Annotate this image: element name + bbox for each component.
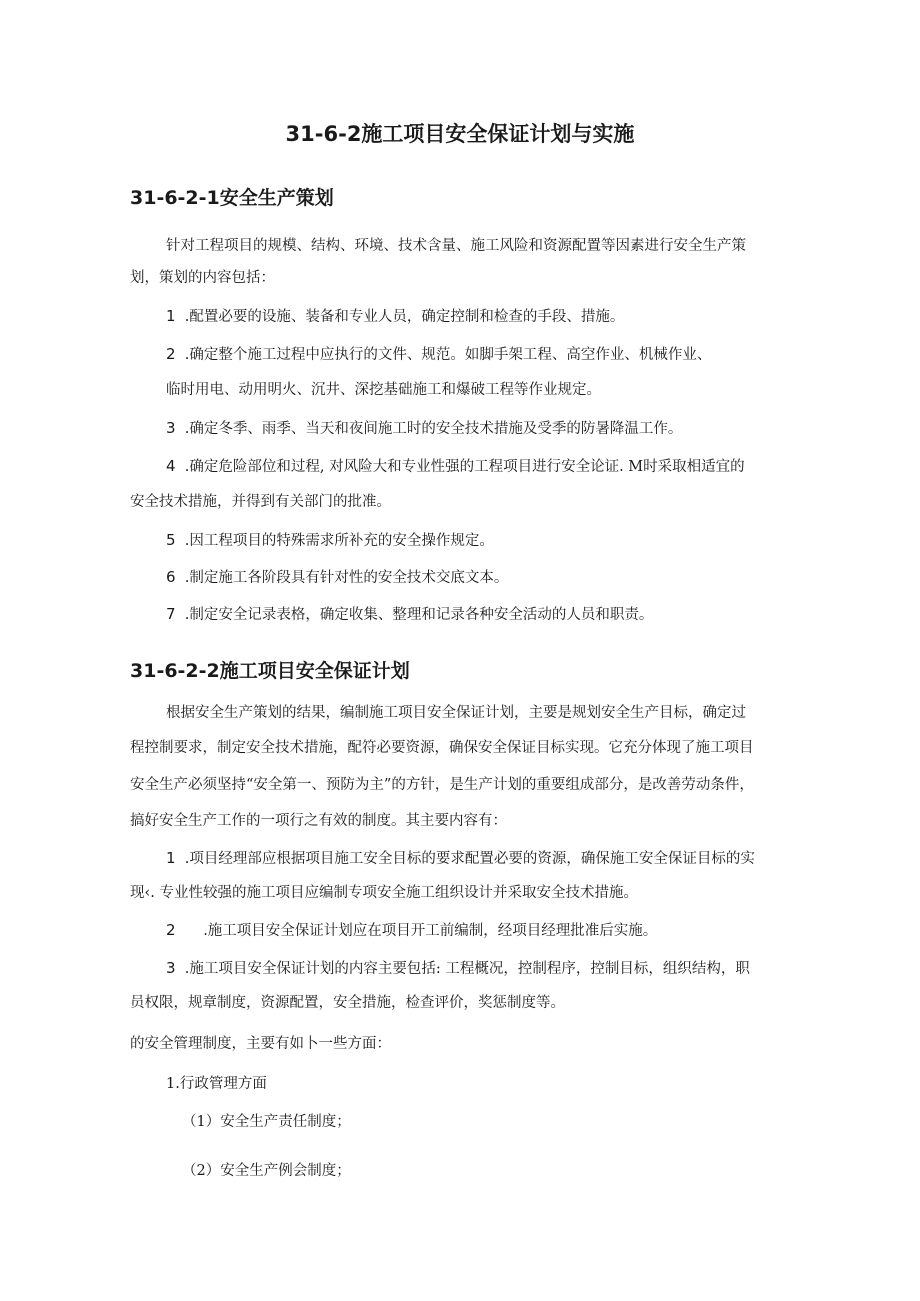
- item-number: 2: [166, 345, 176, 363]
- list-item: [166, 604, 653, 625]
- list-item: [166, 530, 494, 551]
- paragraph-line: 针对工程项目的规模、结构、环境、技术含量、施工风险和资源配置等因素进行安全生产策: [166, 238, 746, 254]
- sub-heading: 1.行政管理方面: [166, 1076, 267, 1092]
- list-item: [166, 418, 682, 439]
- item-text: .制定施工各阶段具有针对性的安全技术交底文本。: [184, 570, 509, 586]
- list-item: [166, 344, 711, 365]
- paragraph-line: 根据安全生产策划的结果，编制施工项目安全保证计划，主要是规划安全生产目标，确定过: [166, 705, 746, 721]
- list-item: [166, 920, 657, 941]
- item-number: 7: [166, 605, 176, 623]
- sub-item-number: （2）: [182, 1163, 221, 1179]
- list-item: [166, 306, 624, 327]
- paragraph-line: 搞好安全生产工作的一项行之有效的制度。其主要内容有：: [130, 813, 507, 829]
- item-text: .确定冬季、雨季、当天和夜间施工时的安全技术措施及受季的防暑降温工作。: [184, 421, 683, 437]
- list-item: [166, 567, 508, 588]
- list-item-continued: 员权限，规章制度，资源配置，安全措施，检查评价，奖惩制度等。: [130, 995, 565, 1011]
- item-number: 6: [166, 568, 176, 586]
- list-item: [166, 958, 750, 979]
- sub-item-text: 安全生产责任制度；: [220, 1114, 351, 1130]
- item-text: .因工程项目的特殊需求所补充的安全操作规定。: [184, 533, 494, 549]
- paragraph-line: 的安全管理制度，主要有如卜一些方面：: [130, 1036, 391, 1052]
- paragraph-line: 程控制要求，制定安全技术措施，配符必要资源，确保安全保证目标实现。它充分体现了施工项目: [130, 740, 754, 756]
- item-number: 2: [166, 921, 176, 939]
- paragraph-line: 划，策划的内容包括：: [130, 270, 275, 286]
- sub-list-item: [182, 1161, 351, 1181]
- sub-item-text: 安全生产例会制度；: [220, 1163, 351, 1179]
- item-number: 1: [166, 307, 176, 325]
- list-item-continued: 临时用电、动用明火、沉井、深挖基础施工和爆破工程等作业规定。: [166, 382, 601, 398]
- item-number: 1: [166, 849, 176, 867]
- item-text: .施工项目安全保证计划的内容主要包括: 工程概况，控制程序，控制目标，组织结构，职: [184, 961, 750, 977]
- list-item: [166, 848, 755, 869]
- list-item-continued: 现‹. 专业性较强的施工项目应编制专项安全施工组织设计并采取安全技术措施。: [130, 885, 639, 901]
- item-number: 3: [166, 419, 176, 437]
- item-text: .施工项目安全保证计划应在项目开工前编制，经项目经理批准后实施。: [203, 923, 658, 939]
- item-number: 3: [166, 959, 176, 977]
- paragraph-line: 安全生产必须坚持“安全第一、预防为主”的方针，是生产计划的重要组成部分，是改善劳动条件，: [130, 777, 754, 793]
- item-number: 4: [166, 457, 176, 475]
- item-text: .确定危险部位和过程, 对风险大和专业性强的工程项目进行安全论证. M时采取相适宜的: [184, 459, 745, 475]
- list-item: [166, 456, 745, 477]
- item-text: .项目经理部应根据项目施工安全目标的要求配置必要的资源，确保施工安全保证目标的实: [184, 851, 755, 867]
- page-title: 31-6-2施工项目安全保证计划与实施: [285, 122, 635, 146]
- section-heading-1: 31-6-2-1安全生产策划: [130, 187, 334, 209]
- item-number: 5: [166, 531, 176, 549]
- sub-item-number: （1）: [182, 1114, 221, 1130]
- item-text: .制定安全记录表格，确定收集、整理和记录各种安全活动的人员和职责。: [184, 607, 654, 623]
- section-heading-2: 31-6-2-2施工项目安全保证计划: [130, 660, 410, 682]
- item-text: .确定整个施工过程中应执行的文件、规范。如脚手架工程、高空作业、机械作业、: [184, 347, 712, 363]
- sub-list-item: [182, 1112, 351, 1132]
- list-item-continued: 安全技术措施，并得到有关部门的批准。: [130, 494, 391, 510]
- item-text: .配置必要的设施、装备和专业人员，确定控制和检查的手段、措施。: [184, 309, 625, 325]
